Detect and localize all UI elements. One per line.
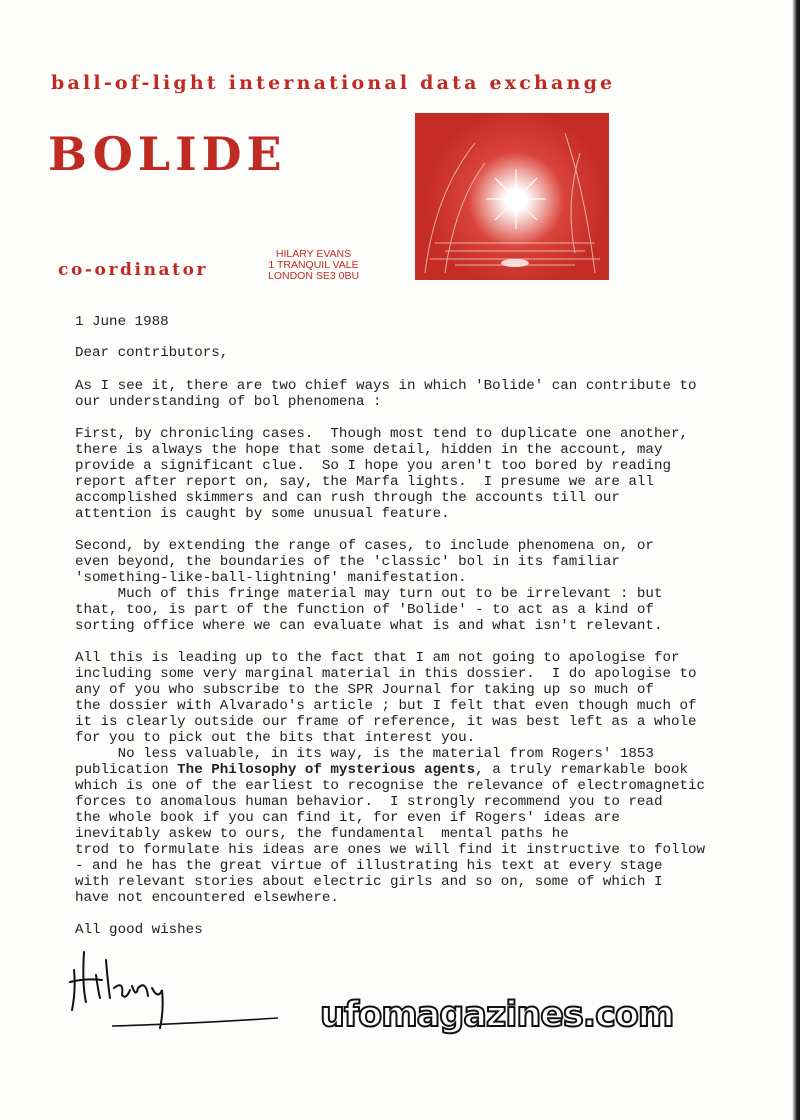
letter-line: No less valuable, in its way, is the material from Rogers' 1853 (75, 746, 654, 762)
letter-book-line (75, 762, 688, 778)
letter-line: that, too, is part of the function of 'Bolide' - to act as a kind of (75, 602, 654, 618)
letter-line: even beyond, the boundaries of the 'classic' bol in its familiar (75, 554, 620, 570)
letter-line: it is clearly outside our frame of reference, it was best left as a whole (75, 714, 697, 730)
letter-salutation: Dear contributors, (75, 345, 229, 361)
letter-line: accomplished skimmers and can rush through the accounts till our (75, 490, 620, 506)
letter-closing: All good wishes (75, 922, 203, 938)
letter-line: there is always the hope that some detail, hidden in the account, may (75, 442, 663, 458)
letter-line (75, 410, 697, 426)
text: publication (75, 762, 178, 778)
letter-line: Much of this fringe material may turn out to be irrelevant : but (75, 586, 663, 602)
letter-line: our understanding of bol phenomena : (75, 394, 382, 410)
letter-line: the dossier with Alvarado's article ; but I felt that even though much of (75, 698, 697, 714)
letter-line: any of you who subscribe to the SPR Journal for taking up so much of (75, 682, 654, 698)
letter-line: trod to formulate his ideas are ones we will find it instructive to follow (75, 842, 706, 858)
letterhead-title: BOLIDE (48, 127, 287, 181)
letter-line: inevitably askew to ours, the fundamental mental paths he (75, 826, 569, 842)
letter-line: First, by chronicling cases. Though most tend to duplicate one another, (75, 426, 688, 442)
signature (66, 940, 286, 1040)
letter-line (75, 522, 697, 538)
letter-line: forces to anomalous human behavior. I strongly recommend you to read (75, 794, 663, 810)
address-line: LONDON SE3 0BU (268, 270, 360, 282)
letter-line: have not encountered elsewhere. (75, 890, 339, 906)
letter-line: the whole book if you can find it, for even if Rogers' ideas are (75, 810, 620, 826)
letter-line: 'something-like-ball-lightning' manifestation. (75, 570, 467, 586)
letter-line: which is one of the earliest to recognise the relevance of electromagnetic (75, 778, 706, 794)
letter-line: with relevant stories about electric girls and so on, some of which I (75, 874, 663, 890)
letter-body-continued (75, 778, 705, 906)
scan-edge (792, 0, 800, 1120)
address-line: 1 TRANQUIL VALE (268, 259, 359, 271)
address-line: HILARY EVANS (275, 248, 352, 260)
letter-line: - and he has the great virtue of illustrating his text at every stage (75, 858, 663, 874)
letter-body (75, 378, 697, 762)
letter-line: attention is caught by some unusual feature. (75, 506, 450, 522)
letter-line: sorting office where we can evaluate what is and what isn't relevant. (75, 618, 663, 634)
letter-line: including some very marginal material in this dossier. I do apologise to (75, 666, 697, 682)
letter-line: All this is leading up to the fact that I am not going to apologise for (75, 650, 680, 666)
letter-line: Second, by extending the range of cases, to include phenomena on, or (75, 538, 654, 554)
watermark: ufomagazines.com (320, 995, 674, 1035)
letter-line (75, 634, 697, 650)
ball-of-light-illustration (415, 113, 609, 280)
letter-line: report after report on, say, the Marfa lights. I presume we are all (75, 474, 654, 490)
letter-date: 1 June 1988 (75, 314, 169, 330)
letterhead-role: co-ordinator (58, 260, 209, 280)
book-title: The Philosophy of mysterious agents (177, 762, 476, 778)
text: , a truly remarkable book (475, 762, 689, 778)
letter-line: As I see it, there are two chief ways in which 'Bolide' can contribute to (75, 378, 697, 394)
letter-line: for you to pick out the bits that interest you. (75, 730, 476, 746)
letterhead-tagline: ball-of-light international data exchange (51, 72, 616, 94)
letterhead-address (268, 249, 359, 282)
letter-line: provide a significant clue. So I hope you aren't too bored by reading (75, 458, 671, 474)
